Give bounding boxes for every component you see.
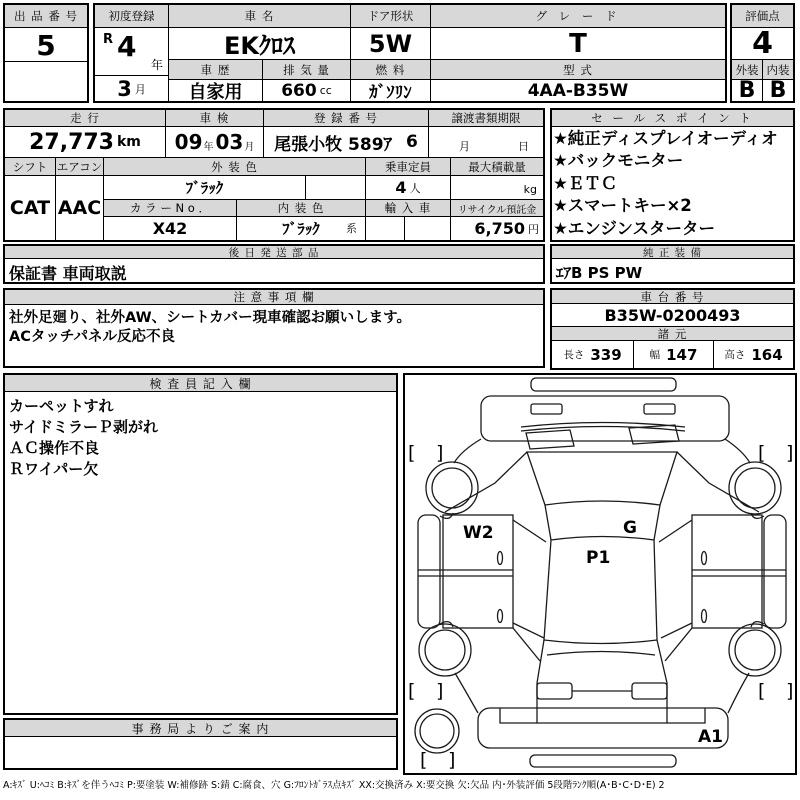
front-clip [481, 396, 729, 441]
displacement-label: 排 気 量 [262, 60, 350, 80]
mileage-unit: km [117, 134, 141, 150]
shift-label: シフト [5, 158, 55, 176]
inspector-line: カーペットすれ [9, 397, 114, 415]
car-name-value: EKｸﾛｽ [168, 28, 350, 60]
recycle-label: リサイクル預託金 [450, 200, 543, 217]
right-a-pillar [677, 452, 759, 512]
capacity-value-cell [365, 176, 450, 200]
first-reg-year-unit: 年 [150, 58, 163, 72]
oem-equipment-box [550, 244, 795, 284]
later-parts-box [3, 244, 545, 284]
rear-clip [478, 708, 728, 748]
ext-color-value: ﾌﾞﾗｯｸ [103, 176, 305, 200]
front-bumper-strip [531, 378, 676, 391]
displacement-value: 660 [281, 80, 317, 101]
ext-grade-label: 外装 [732, 60, 762, 80]
right-fold-lines [659, 520, 692, 661]
chassis-label: 車 台 番 号 [552, 290, 793, 304]
sales-point-item: ★純正ディスプレイオーディオ [553, 129, 778, 148]
score-box [730, 3, 795, 103]
int-grade-label: 内装 [762, 60, 793, 80]
score-label: 評価点 [732, 5, 793, 28]
sales-point-item: ★スマートキー×2 [553, 196, 692, 216]
left-taillight [537, 683, 572, 699]
left-sill [418, 515, 440, 628]
left-front-door-handle [498, 552, 503, 565]
notes-label: 注 意 事 項 欄 [5, 290, 543, 305]
office-box [3, 718, 398, 770]
bracket-icon: [ [758, 442, 766, 464]
mileage-value: 27,773 [29, 129, 114, 155]
rear-clip-inner-right [667, 708, 705, 723]
office-empty [5, 737, 396, 768]
door-shape-label: ドア形状 [350, 5, 430, 28]
notes-lines [5, 306, 543, 350]
chassis-value: B35W-0200493 [552, 304, 793, 327]
right-taillight [632, 683, 667, 699]
rear-right-wheel [729, 624, 781, 676]
auction-no-label: 出 品 番 号 [5, 5, 87, 28]
aircon-label: エアコン [55, 158, 103, 176]
left-fold-lines [513, 520, 546, 661]
displacement-unit: cc [319, 84, 332, 97]
bracket-icon: [ [420, 749, 428, 771]
transfer-due-label: 譲渡書類期限 [428, 110, 543, 127]
right-rear-door-handle [702, 610, 707, 623]
office-label: 事 務 局 よ り ご 案 内 [5, 720, 396, 737]
import-label: 輸 入 車 [365, 200, 450, 217]
grade-value: T [430, 28, 725, 60]
first-reg-year-cell [95, 28, 168, 76]
spec-length-value: 339 [590, 345, 622, 364]
history-label: 車 歴 [168, 60, 262, 80]
bracket-icon: [ [408, 442, 416, 464]
front-right-wheel [729, 462, 781, 514]
shaken-value-cell [165, 127, 263, 158]
auction-no-value: 5 [5, 29, 87, 62]
max-load-label: 最大積載量 [450, 158, 543, 176]
bracket-icon: [ [408, 680, 416, 702]
damage-mark-a1: A1 [698, 727, 723, 747]
fuel-label: 燃 料 [350, 60, 430, 80]
max-load-cell [450, 176, 543, 200]
later-parts-value: 保証書 車両取説 [9, 264, 127, 283]
right-sill [764, 515, 786, 628]
notes-line: 社外足廻り、社外AW、シートカバー現車確認お願いします。 [9, 310, 411, 326]
recycle-value-cell [450, 217, 543, 240]
damage-mark-w2: W2 [463, 523, 494, 543]
inspector-line: ＡＣ操作不良 [9, 439, 100, 457]
vehicle-head-box [93, 3, 727, 103]
shaken-label: 車 検 [165, 110, 263, 127]
notes-line: ACタッチパネル反応不良 [9, 329, 175, 345]
max-load-unit: kg [523, 183, 537, 196]
sales-point-item: ★ＥＴＣ [553, 173, 618, 193]
inspector-label: 検 査 員 記 入 欄 [5, 375, 396, 392]
auction-no-empty [5, 63, 87, 101]
reg-no-label: 登 録 番 号 [263, 110, 428, 127]
bracket-icon: ] [436, 680, 444, 702]
first-reg-month-unit: 月 [134, 82, 146, 96]
registration-box [3, 108, 545, 242]
shift-value: CAT [9, 197, 51, 219]
int-grade-value: B [762, 80, 793, 101]
first-reg-month: 3 [117, 76, 132, 101]
bracket-icon: [ [758, 680, 766, 702]
capacity-value: 4 [395, 178, 407, 197]
sales-points-list [553, 128, 792, 240]
rear-clip-inner-left [500, 708, 537, 723]
windshield [527, 452, 677, 505]
rear-window-line [547, 652, 655, 656]
import-divider [404, 217, 405, 240]
capacity-label: 乗車定員 [365, 158, 450, 176]
first-reg-month-cell [95, 76, 168, 101]
model-label: 型 式 [430, 60, 725, 80]
int-color-suffix: 系 [346, 222, 357, 235]
sales-point-item: ★バックモニター [553, 151, 684, 171]
car-name-label: 車 名 [168, 5, 350, 28]
shaken-year: 09 [174, 130, 203, 154]
left-wiper [526, 430, 574, 449]
spec-width-cell [633, 341, 713, 368]
specs-label: 諸 元 [552, 327, 793, 341]
oem-equipment-value: ｴｱB PS PW [556, 264, 643, 282]
oem-equipment-label: 純 正 装 備 [552, 246, 793, 259]
int-color-cell [236, 217, 365, 240]
shaken-month-unit: 月 [244, 141, 255, 153]
first-reg-label: 初度登録 [95, 5, 168, 28]
inspector-line: Ｒワイパー欠 [9, 460, 99, 478]
bracket-icon: ] [448, 749, 456, 771]
car-diagram-box [403, 373, 797, 775]
windshield-roof-link-right [654, 505, 660, 540]
cowl-line2 [521, 427, 685, 432]
sales-points-box [550, 108, 795, 242]
spec-length-cell [552, 341, 633, 368]
mileage-label: 走 行 [5, 110, 165, 127]
tailgate [537, 640, 667, 723]
shaken-month: 03 [215, 130, 244, 154]
left-crease [418, 570, 513, 576]
ext-grade-value: B [738, 80, 756, 101]
auction-no-box [3, 3, 89, 103]
transfer-due-cell [428, 127, 543, 158]
mileage-value-cell [5, 127, 165, 158]
aircon-value: AAC [55, 176, 103, 240]
inspector-lines [9, 396, 392, 480]
specs-row [552, 341, 793, 368]
recycle-unit: 円 [528, 222, 539, 236]
model-value: 4AA-B35W [430, 80, 725, 101]
spec-length-label: 長さ [563, 349, 585, 361]
later-parts-label: 後 日 発 送 部 品 [5, 246, 543, 259]
ext-color-suffix-cell [305, 176, 365, 200]
right-crease [692, 570, 786, 576]
ext-color-label: 外 装 色 [103, 158, 365, 176]
chassis-box [550, 288, 795, 370]
reg-no-value2: 6 [406, 132, 418, 152]
int-color-label: 内 装 色 [236, 200, 365, 217]
rear-left-wheel [419, 624, 471, 676]
damage-mark-p1: P1 [586, 548, 611, 568]
first-reg-era: R [103, 32, 114, 47]
spare-wheel [415, 709, 459, 753]
displacement-value-cell [262, 80, 350, 101]
damage-mark-g: G [623, 518, 637, 538]
left-rear-door-handle [498, 610, 503, 623]
grade-label: グ レ ー ド [430, 5, 725, 28]
rear-bumper-strip [530, 755, 676, 767]
recycle-value: 6,750 [474, 219, 525, 238]
spec-width-label: 幅 [649, 349, 661, 361]
left-headlight [531, 404, 562, 414]
sales-point-item: ★エンジンスターター [553, 218, 715, 238]
history-value: 自家用 [168, 80, 262, 101]
spec-height-cell [713, 341, 793, 368]
reg-no-value: 尾張小牧 589ｱ [274, 134, 393, 155]
capacity-unit: 人 [409, 181, 421, 195]
sales-points-label: セ ー ル ス ポ イ ン ト [552, 110, 793, 127]
right-headlight [644, 404, 675, 414]
color-no-value: X42 [103, 217, 236, 240]
left-a-pillar [445, 452, 527, 512]
spec-height-label: 高さ [724, 349, 746, 361]
transfer-due-day: 日 [518, 140, 529, 153]
windshield-roof-link-left [545, 505, 551, 540]
reg-no-value-cell [263, 127, 428, 158]
transfer-due-month: 月 [459, 140, 470, 153]
score-value: 4 [732, 28, 793, 60]
front-left-wheel [426, 462, 478, 514]
shaken-year-unit: 年 [203, 141, 214, 153]
spec-height-value: 164 [751, 345, 783, 364]
door-shape-value: 5W [350, 28, 430, 60]
spec-width-value: 147 [666, 345, 698, 364]
inspector-box [3, 373, 398, 715]
bracket-icon: ] [436, 442, 444, 464]
notes-box [3, 288, 545, 368]
color-no-label: カ ラ ー N o ． [103, 200, 236, 217]
bracket-icon: ] [786, 442, 794, 464]
import-cell [365, 217, 450, 240]
fuel-value: ｶﾞｿﾘﾝ [350, 80, 430, 101]
right-front-door-handle [702, 552, 707, 565]
int-color-value: ﾌﾞﾗｯｸ [282, 220, 320, 238]
inspector-line: サイドミラーＰ剥がれ [9, 418, 158, 436]
car-diagram [405, 375, 795, 773]
bracket-icon: ] [786, 680, 794, 702]
legend-line: A:ｷｽﾞ U:ﾍｺﾐ B:ｷｽﾞを伴うﾍｺﾐ P:要塗装 W:補修跡 S:錆 C:腐食、穴 G:ﾌﾛﾝﾄｶﾞﾗｽ点ｷｽﾞ XX:交換済み X:要交換 欠:欠品 内･外装評価 5段階ﾗﾝｸ順(A･B･C･D･E) 2 [3, 780, 665, 791]
first-reg-year: 4 [117, 30, 137, 63]
